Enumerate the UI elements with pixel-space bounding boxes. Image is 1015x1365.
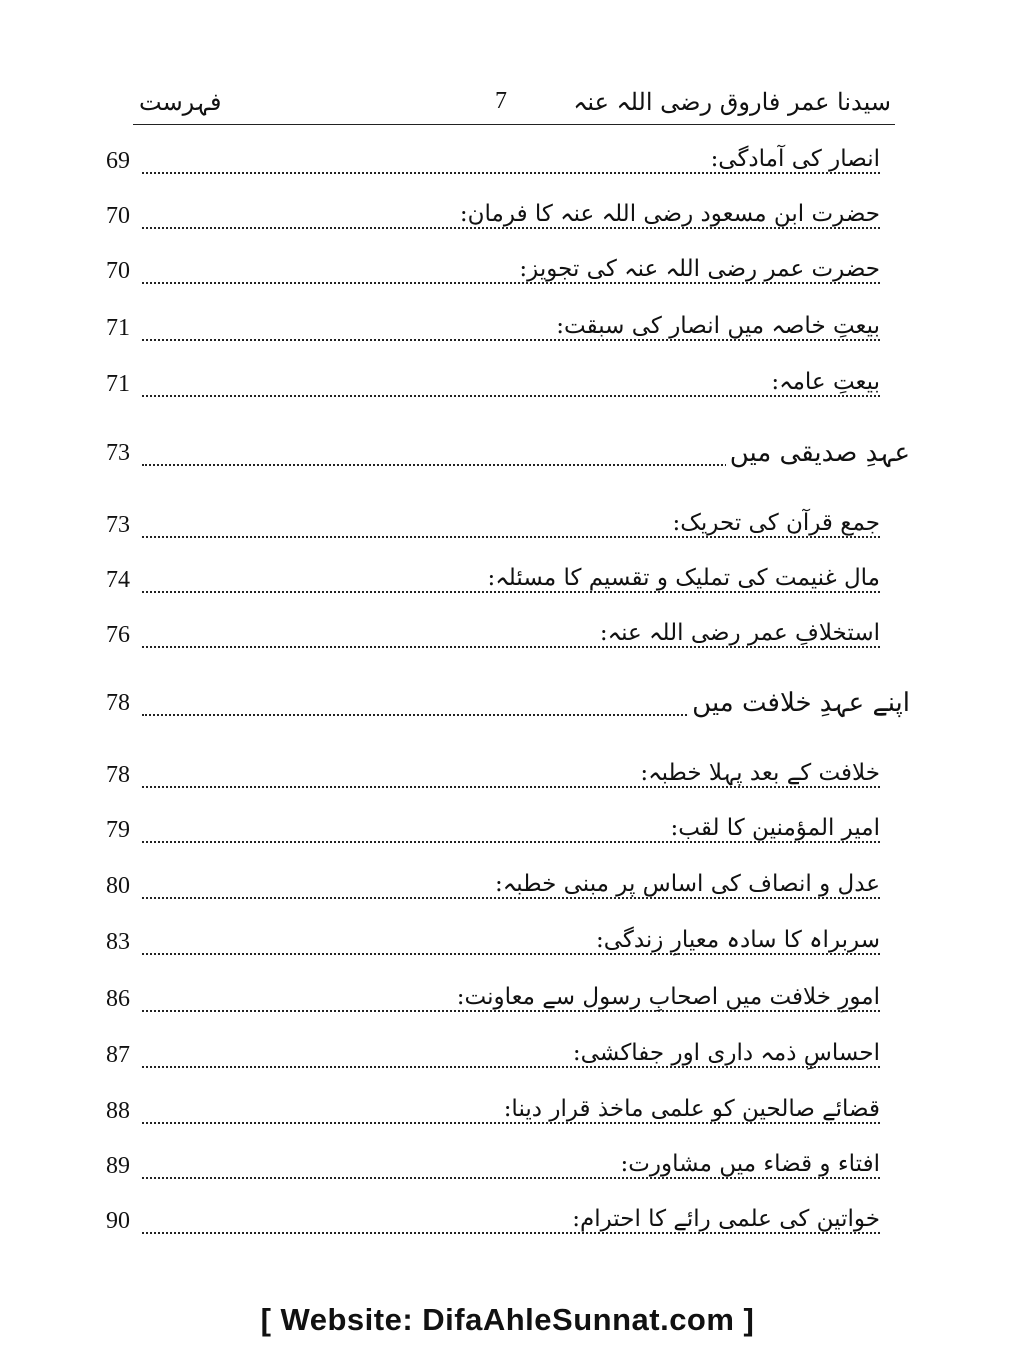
- toc-entry-title: بیعتِ عامہ:: [767, 369, 880, 395]
- toc-entry-page: 69: [106, 148, 130, 174]
- toc-entry-page: 73: [106, 512, 130, 538]
- toc-entry-page: 76: [106, 622, 130, 648]
- toc-entry-page: 80: [106, 873, 130, 899]
- toc-entry-title: امیر المؤمنین کا لقب:: [667, 815, 881, 841]
- dot-leader: [142, 1177, 880, 1179]
- toc-entry-page: 78: [106, 690, 130, 716]
- toc-entry[interactable]: [100, 1206, 890, 1246]
- toc-entry[interactable]: [100, 1096, 890, 1136]
- toc-chapter[interactable]: [100, 688, 910, 728]
- toc-entry-title: خواتین کی علمی رائے کا احترام:: [568, 1206, 880, 1232]
- dot-leader: [142, 536, 880, 538]
- toc-entry[interactable]: [100, 510, 890, 550]
- toc-entry-page: 71: [106, 315, 130, 341]
- toc-entry-page: 79: [106, 817, 130, 843]
- toc-entry[interactable]: [100, 565, 890, 605]
- dot-leader: [142, 841, 880, 843]
- dot-leader: [142, 1232, 880, 1234]
- toc-entry-page: 87: [106, 1042, 130, 1068]
- toc-entry-page: 83: [106, 929, 130, 955]
- toc-entry-title: استخلافِ عمر رضی اللہ عنہ:: [596, 620, 880, 646]
- toc-entry-title: بیعتِ خاصہ میں انصار کی سبقت:: [552, 313, 880, 339]
- toc-entry[interactable]: [100, 1040, 890, 1080]
- toc-chapter-title: اپنے عہدِ خلافت میں: [688, 688, 910, 718]
- toc-entry-title: احساسِ ذمہ داری اور جفاکشی:: [569, 1040, 880, 1066]
- toc-entry[interactable]: [100, 871, 890, 911]
- header-book-title: سیدنا عمر فاروق رضی اللہ عنہ: [573, 88, 891, 116]
- toc-entry-title: قضائے صالحین کو علمی ماخذ قرار دینا:: [500, 1096, 880, 1122]
- toc-entry-title: حضرت عمر رضی اللہ عنہ کی تجویز:: [515, 256, 880, 282]
- toc-entry[interactable]: [100, 815, 890, 855]
- toc-entry[interactable]: [100, 313, 890, 353]
- toc-entry-page: 74: [106, 567, 130, 593]
- toc-entry-page: 73: [106, 440, 130, 466]
- toc-entry[interactable]: [100, 620, 890, 660]
- toc-chapter-title: عہدِ صدیقی میں: [726, 438, 910, 468]
- toc-entry-title: مال غنیمت کی تملیک و تقسیم کا مسئلہ:: [484, 565, 880, 591]
- dot-leader: [142, 1066, 880, 1068]
- toc-entry[interactable]: [100, 256, 890, 296]
- dot-leader: [142, 1010, 880, 1012]
- toc-entry-page: 70: [106, 258, 130, 284]
- toc-entry-title: انصار کی آمادگی:: [707, 146, 880, 172]
- dot-leader: [142, 395, 880, 397]
- dot-leader: [142, 339, 880, 341]
- toc-entry-title: امورِ خلافت میں اصحابِ رسول سے معاونت:: [453, 984, 880, 1010]
- toc-entry-title: سربراہ کا سادہ معیارِ زندگی:: [592, 927, 880, 953]
- toc-entry-page: 88: [106, 1098, 130, 1124]
- page-number: 7: [495, 88, 507, 114]
- toc-entry[interactable]: [100, 984, 890, 1024]
- toc-entry-title: خلافت کے بعد پہلا خطبہ:: [636, 760, 880, 786]
- dot-leader: [142, 897, 880, 899]
- dot-leader: [142, 1122, 880, 1124]
- toc-entry-title: جمع قرآن کی تحریک:: [669, 510, 880, 536]
- header-section-title: فہرست: [139, 88, 222, 116]
- toc-entry[interactable]: [100, 201, 890, 241]
- dot-leader: [142, 591, 880, 593]
- toc-entry-page: 89: [106, 1153, 130, 1179]
- toc-entry-page: 70: [106, 203, 130, 229]
- toc-entry[interactable]: [100, 146, 890, 186]
- website-footer: [ Website: DifaAhleSunnat.com ]: [260, 1302, 755, 1337]
- toc-entry[interactable]: [100, 1151, 890, 1191]
- toc-entry-title: افتاء و قضاء میں مشاورت:: [617, 1151, 881, 1177]
- toc-entry-title: عدل و انصاف کی اساس پر مبنی خطبہ:: [491, 871, 880, 897]
- dot-leader: [142, 227, 880, 229]
- toc-chapter[interactable]: [100, 438, 910, 478]
- toc-entry[interactable]: [100, 760, 890, 800]
- toc-entry-page: 71: [106, 371, 130, 397]
- toc-entry-page: 78: [106, 762, 130, 788]
- dot-leader: [142, 646, 880, 648]
- toc-entry[interactable]: [100, 927, 890, 967]
- dot-leader: [142, 172, 880, 174]
- dot-leader: [142, 786, 880, 788]
- dot-leader: [142, 953, 880, 955]
- toc-entry-page: 90: [106, 1208, 130, 1234]
- dot-leader: [142, 282, 880, 284]
- toc-entry[interactable]: [100, 369, 890, 409]
- toc-entry-page: 86: [106, 986, 130, 1012]
- toc-entry-title: حضرت ابن مسعود رضی اللہ عنہ کا فرمان:: [456, 201, 880, 227]
